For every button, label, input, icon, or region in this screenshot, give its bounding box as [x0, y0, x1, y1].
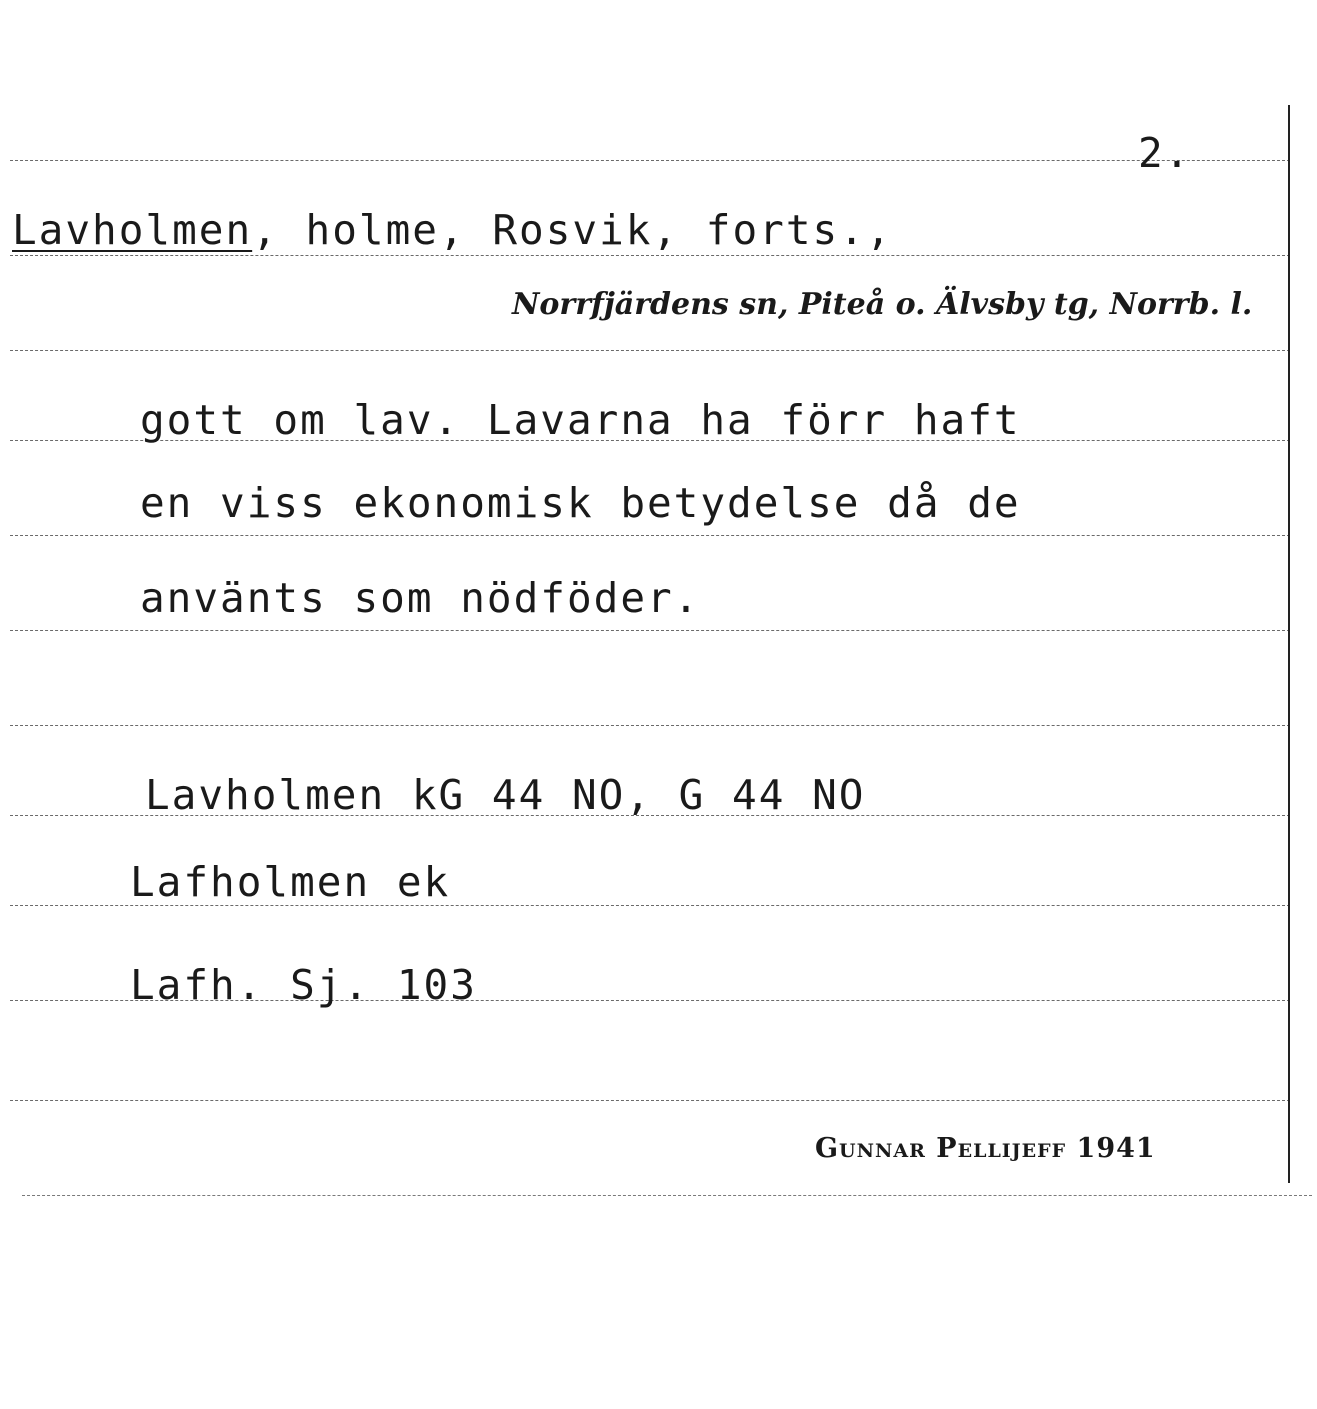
ruled-line	[10, 160, 1290, 161]
ruled-line	[10, 350, 1290, 351]
ruled-line	[10, 630, 1290, 631]
name-form-line: Lavholmen kG 44 NO, G 44 NO	[145, 771, 866, 819]
name-form-line: Lafh. Sj. 103	[130, 961, 477, 1009]
card-right-edge	[1288, 105, 1290, 1183]
card-number: 2.	[1138, 129, 1192, 177]
body-line: en viss ekonomisk betydelse då de	[140, 479, 1021, 527]
card-heading	[12, 206, 893, 254]
printed-location-line: Norrfjärdens sn, Piteå o. Älvsby tg, Norrb. l.	[512, 287, 1253, 322]
body-line: använts som nödföder.	[140, 574, 701, 622]
ruled-line	[10, 535, 1290, 536]
ruled-line	[10, 255, 1290, 256]
body-line: gott om lav. Lavarna ha förr haft	[140, 396, 1021, 444]
card-bottom-edge	[22, 1195, 1312, 1196]
signature: Gunnar Pellijeff 1941	[815, 1133, 1156, 1164]
heading-place-name: Lavholmen	[12, 206, 253, 254]
heading-description: , holme, Rosvik, forts.,	[252, 206, 893, 254]
ruled-line	[10, 725, 1290, 726]
ruled-line	[10, 1100, 1290, 1101]
name-form-line: Lafholmen ek	[130, 858, 451, 906]
